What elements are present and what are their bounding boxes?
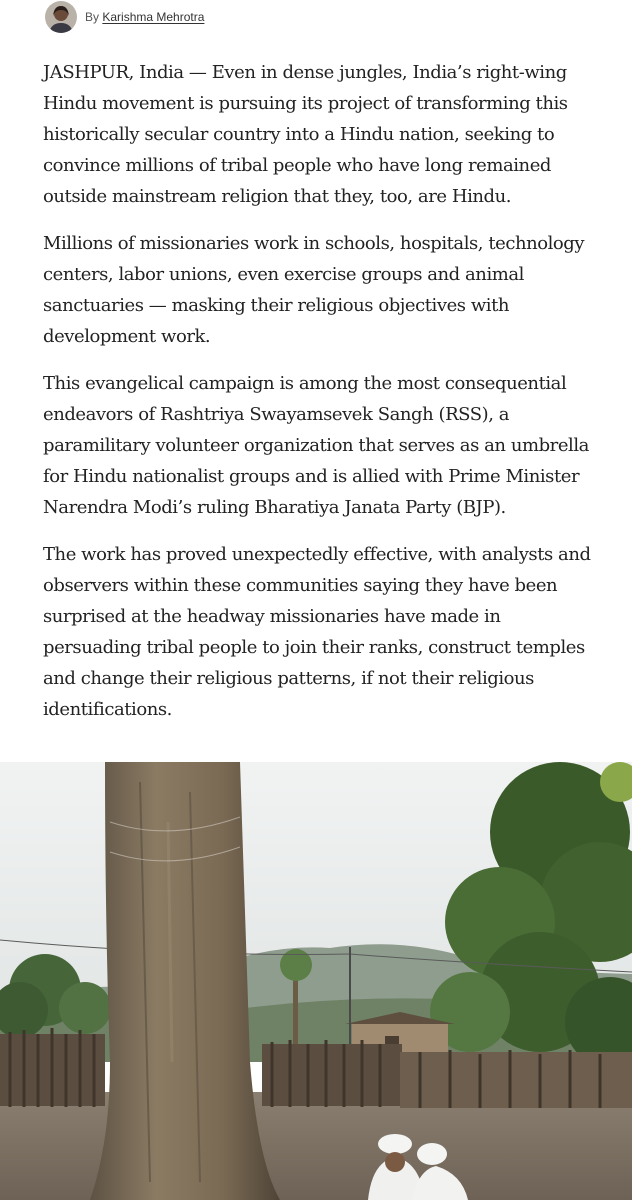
article-paragraph: The work has proved unexpectedly effective, with analysts and observers within these communities saying they have been surprised at the headway missionaries have made in persuading tribal people to join their ranks, construct temples and change their religious patterns, if not their religious identifications. <box>43 544 591 720</box>
byline-text <box>85 10 204 24</box>
article-photo[interactable] <box>0 762 632 1200</box>
byline <box>45 0 204 33</box>
article-paragraph: This evangelical campaign is among the most consequential endeavors of Rashtriya Swayamsevek Sangh (RSS), a paramilitary volunteer organization that serves as an umbrella for Hindu nationalist groups and is allied with Prime Minister Narendra Modi’s ruling Bharatiya Janata Party (BJP). <box>43 373 589 518</box>
ground <box>0 1092 632 1200</box>
article-paragraph: Millions of missionaries work in schools, hospitals, technology centers, labor unions, even exercise groups and animal sanctuaries — masking their religious objectives with development work. <box>43 233 585 347</box>
author-avatar[interactable] <box>45 1 77 33</box>
byline-prefix: By <box>85 9 100 24</box>
article-body <box>43 57 603 725</box>
author-link[interactable]: Karishma Mehrotra <box>102 9 205 24</box>
article-paragraph: JASHPUR, India — Even in dense jungles, India’s right-wing Hindu movement is pursuing its project of transforming this historically secular country into a Hindu nation, seeking to convince millions of tribal people who have long remained outside mainstream religion that they, too, are Hindu. <box>43 62 568 207</box>
